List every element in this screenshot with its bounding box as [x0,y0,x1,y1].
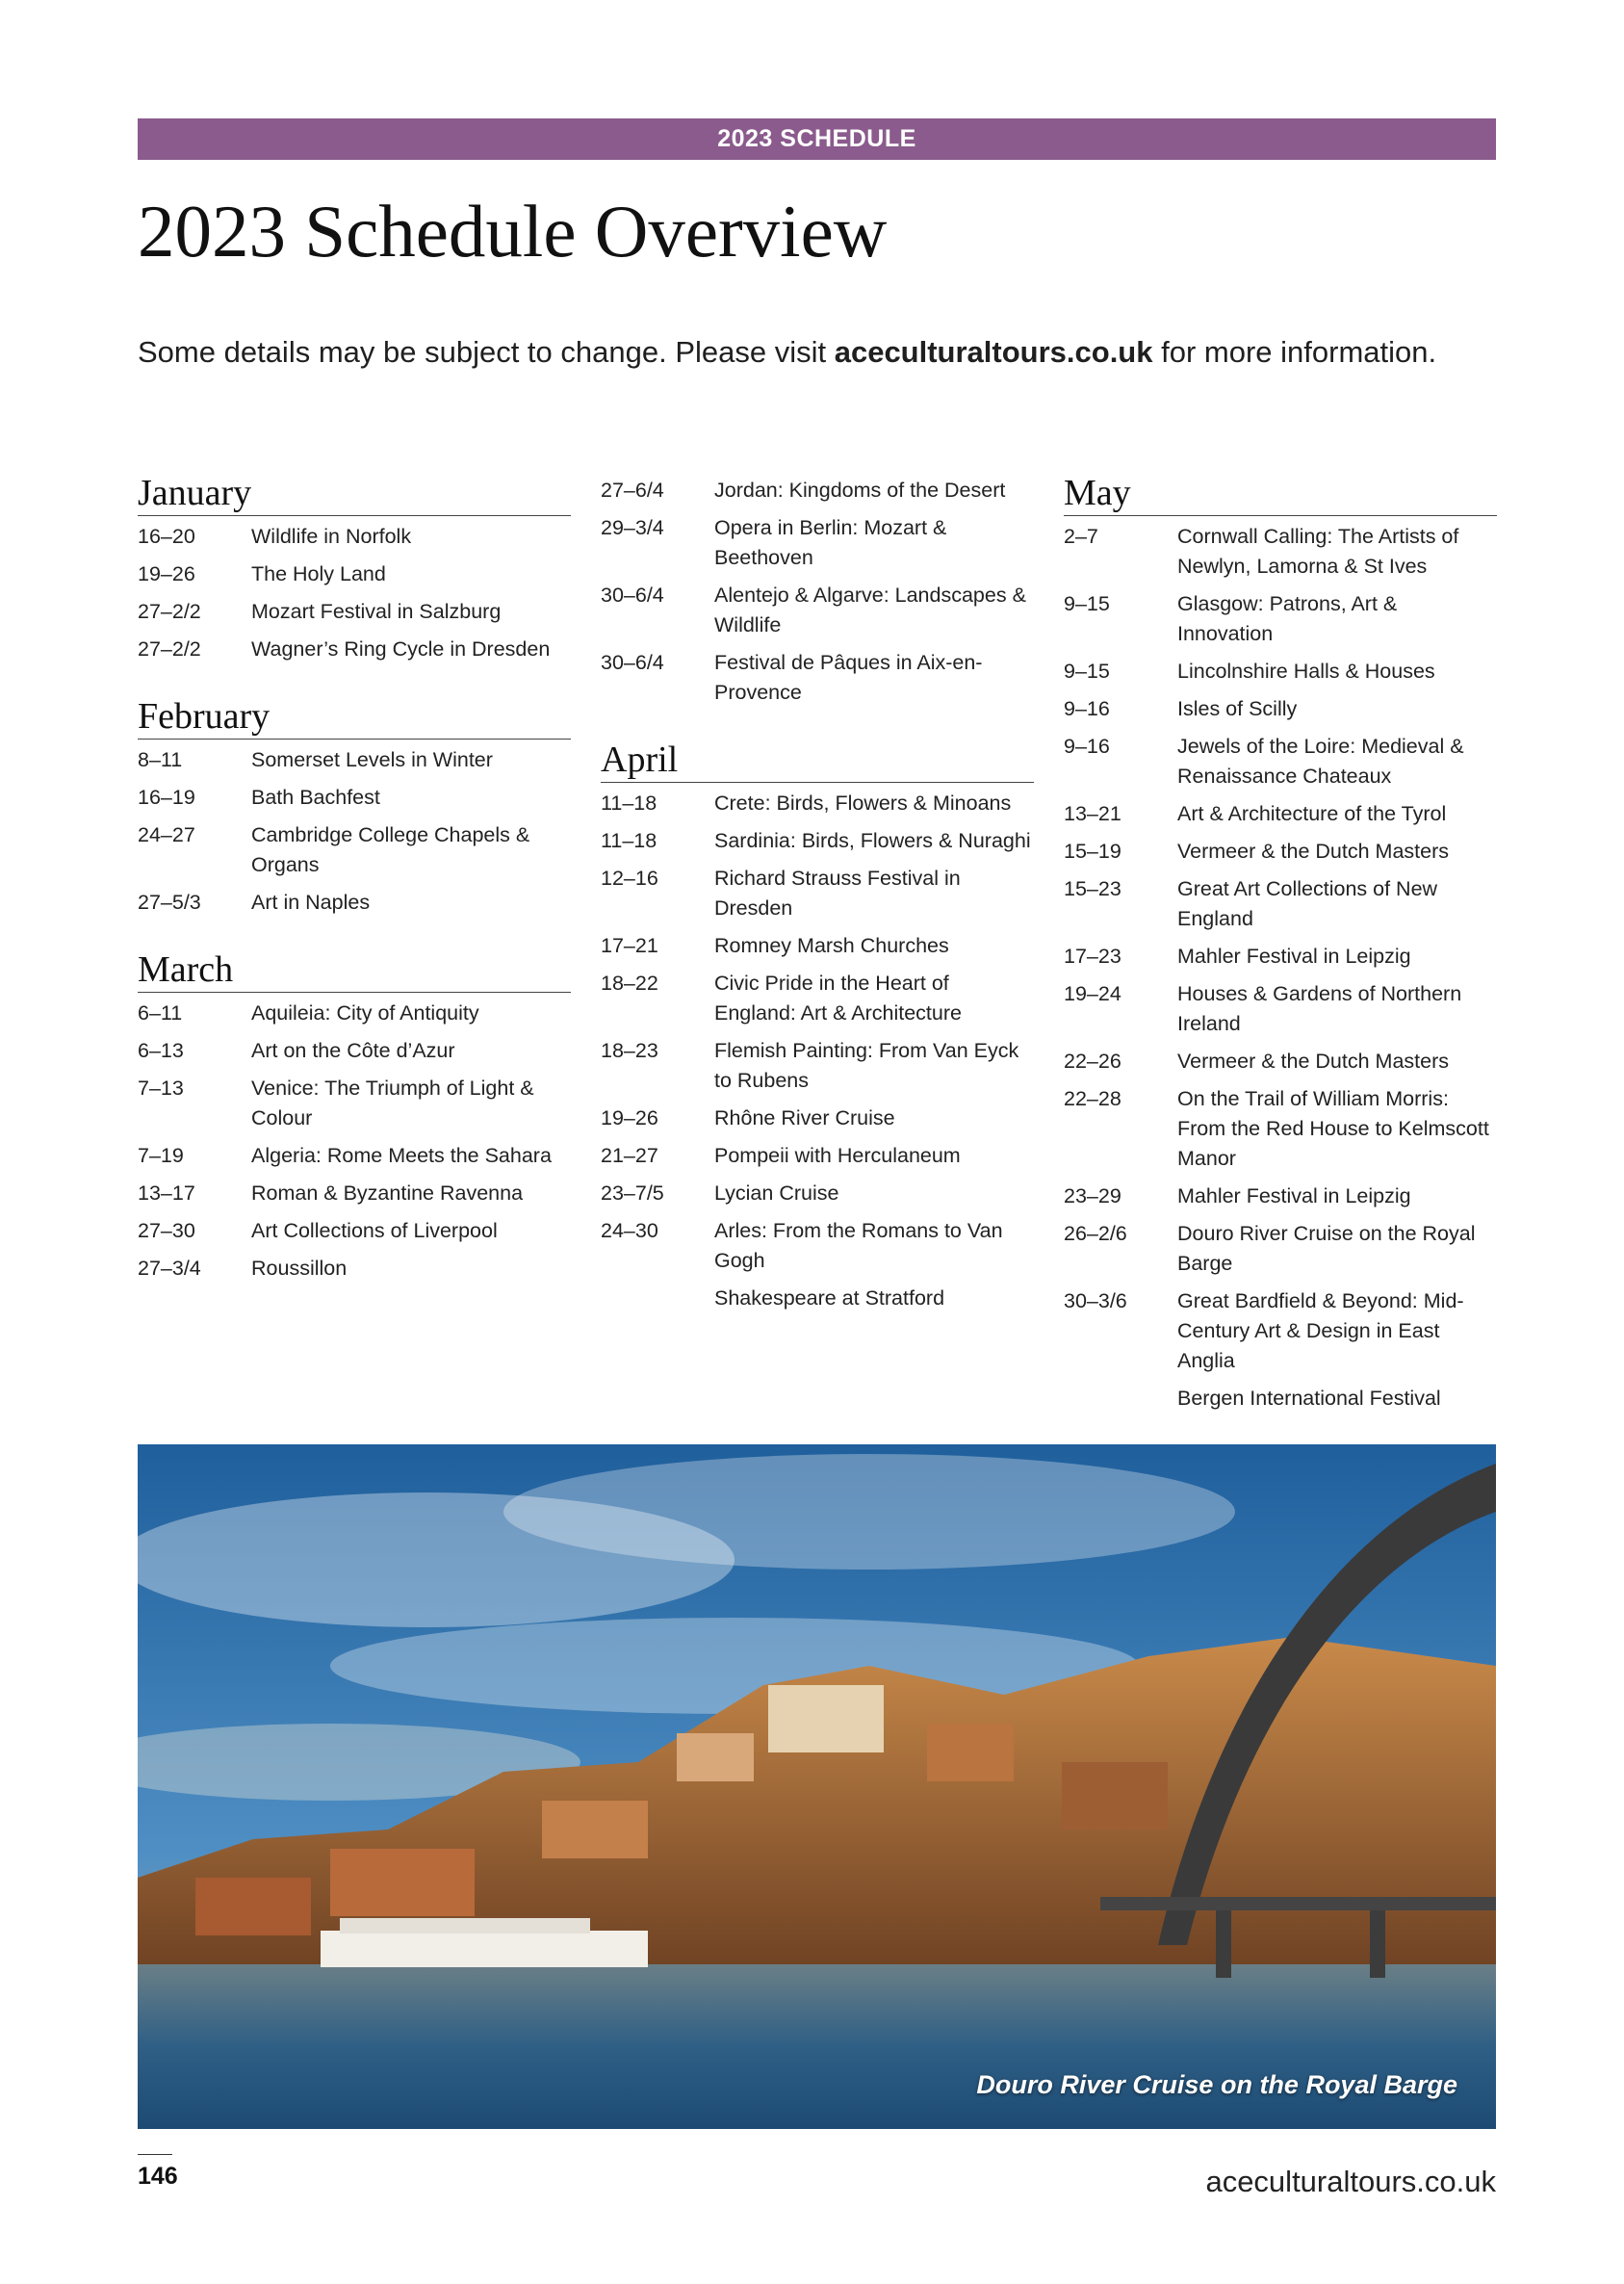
tour-name[interactable]: Alentejo & Algarve: Landscapes & Wildlife [714,584,1026,636]
schedule-entry [138,1141,571,1171]
tour-dates: 16–20 [138,525,195,548]
tour-name[interactable]: Bergen International Festival [1177,1387,1441,1410]
schedule-entry [1064,694,1497,724]
tour-dates: 22–26 [1064,1050,1121,1073]
tour-dates: 6–11 [138,1001,183,1025]
tour-name[interactable]: Festival de Pâques in Aix-en-Provence [714,651,983,704]
tour-dates: 30–3/6 [1064,1289,1127,1312]
tour-dates: 16–19 [138,786,195,809]
tour-dates: 18–22 [601,972,658,995]
tour-name[interactable]: Opera in Berlin: Mozart & Beethoven [714,516,947,569]
schedule-entry [1064,837,1497,867]
tour-name[interactable]: Wagner’s Ring Cycle in Dresden [251,637,551,661]
tour-dates: 17–21 [601,934,658,957]
tour-name[interactable]: Mahler Festival in Leipzig [1177,1184,1411,1207]
schedule-entry [1064,1384,1497,1414]
tour-dates: 23–29 [1064,1184,1121,1207]
tour-name[interactable]: Roman & Byzantine Ravenna [251,1181,524,1205]
schedule-entry [601,969,1034,1028]
tour-dates: 27–3/4 [138,1257,201,1280]
tour-name[interactable]: Venice: The Triumph of Light & Colour [251,1077,534,1129]
month-heading: January [138,472,571,516]
tour-dates: 24–27 [138,823,195,846]
tour-dates: 19–24 [1064,982,1121,1005]
tour-dates: 27–2/2 [138,600,201,623]
tour-dates: 6–13 [138,1039,184,1062]
schedule-entry [1064,1084,1497,1174]
tour-dates: 29–3/4 [601,516,664,539]
tour-name[interactable]: Cambridge College Chapels & Organs [251,823,530,876]
schedule-entry [601,1103,1034,1133]
tour-name[interactable]: Houses & Gardens of Northern Ireland [1177,982,1462,1035]
tour-name[interactable]: Sardinia: Birds, Flowers & Nuraghi [714,829,1031,852]
tour-dates: 13–21 [1064,802,1121,825]
tour-dates: 23–7/5 [601,1181,664,1205]
tour-dates: 27–2/2 [138,637,201,661]
schedule-entry [1064,522,1497,582]
tour-dates: 13–17 [138,1181,195,1205]
tour-name[interactable]: Art on the Côte d’Azur [251,1039,455,1062]
tour-name[interactable]: Great Art Collections of New England [1177,877,1438,930]
tour-name[interactable]: Flemish Painting: From Van Eyck to Rubens [714,1039,1019,1092]
schedule-entry [601,1284,1034,1313]
schedule-column-3 [1064,472,1497,1421]
tour-dates: 9–15 [1064,592,1110,615]
schedule-entry [138,597,571,627]
section-banner: 2023 SCHEDULE [138,118,1496,160]
tour-dates [1064,1384,1177,1414]
tour-name[interactable]: Great Bardfield & Beyond: Mid-Century Art & Design in East Anglia [1177,1289,1464,1372]
tour-dates: 22–28 [1064,1087,1121,1110]
photo-caption: Douro River Cruise on the Royal Barge [976,2070,1457,2099]
tour-name[interactable]: The Holy Land [251,562,386,585]
tour-name[interactable]: Glasgow: Patrons, Art & Innovation [1177,592,1398,645]
schedule-entry [138,1036,571,1066]
schedule-entry [138,820,571,880]
month-heading: April [601,739,1034,783]
tour-dates: 17–23 [1064,945,1121,968]
schedule-entry [138,999,571,1028]
schedule-entry [601,513,1034,573]
schedule-entry [1064,589,1497,649]
tour-dates: 26–2/6 [1064,1222,1127,1245]
schedule-entry [1064,942,1497,972]
schedule-column-1 [138,472,571,1291]
tour-name[interactable]: Roussillon [251,1257,348,1280]
schedule-entry [601,1216,1034,1276]
schedule-entry [1064,732,1497,792]
page-number: 146 [138,2163,178,2190]
tour-name[interactable]: Isles of Scilly [1177,697,1298,720]
schedule-entry [138,1074,571,1133]
tour-name[interactable]: Aquileia: City of Antiquity [251,1001,479,1025]
tour-dates: 27–5/3 [138,891,201,914]
page-number-rule [138,2154,172,2155]
tour-dates: 9–16 [1064,697,1110,720]
month-heading: May [1064,472,1497,516]
tour-name[interactable]: Mahler Festival in Leipzig [1177,945,1411,968]
schedule-entry [138,888,571,918]
tour-name[interactable]: Crete: Birds, Flowers & Minoans [714,792,1012,815]
tour-dates: 9–15 [1064,660,1110,683]
tour-dates: 19–26 [601,1106,658,1129]
tour-name[interactable]: Art in Naples [251,891,371,914]
tour-dates: 7–19 [138,1144,184,1167]
tour-name[interactable]: Art Collections of Liverpool [251,1219,498,1242]
tour-name[interactable]: Jordan: Kingdoms of the Desert [714,479,1006,502]
schedule-entry [601,864,1034,923]
schedule-entry [1064,657,1497,687]
schedule-entry [601,476,1034,506]
footer-website-link[interactable]: aceculturaltours.co.uk [1205,2165,1496,2198]
schedule-entry [138,745,571,775]
schedule-entry [601,1141,1034,1171]
tour-dates: 11–18 [601,792,657,815]
schedule-entry [601,1179,1034,1208]
schedule-column-2 [601,476,1034,1321]
tour-name[interactable]: Douro River Cruise on the Royal Barge [1177,1222,1476,1275]
tour-dates [601,1284,714,1313]
schedule-entry [1064,874,1497,934]
tour-dates: 8–11 [138,748,183,771]
intro-text [138,331,1436,374]
schedule-entry [1064,1047,1497,1077]
tour-dates: 21–27 [601,1144,658,1167]
tour-name[interactable]: On the Trail of William Morris: From the Red House to Kelmscott Manor [1177,1087,1489,1170]
schedule-entry [138,1254,571,1284]
tour-name[interactable]: Somerset Levels in Winter [251,748,493,771]
tour-dates: 30–6/4 [601,584,664,607]
tour-name[interactable]: Arles: From the Romans to Van Gogh [714,1219,1003,1272]
intro-text-start: Some details may be subject to change. Please visit [138,335,835,369]
schedule-entry [1064,799,1497,829]
schedule-entry [138,635,571,664]
tour-name[interactable]: Bath Bachfest [251,786,380,809]
tour-name[interactable]: Wildlife in Norfolk [251,525,412,548]
schedule-entry [601,789,1034,818]
schedule-entry [601,931,1034,961]
schedule-entry [138,522,571,552]
schedule-entry [138,783,571,813]
tour-dates: 18–23 [601,1039,658,1062]
tour-name[interactable]: Richard Strauss Festival in Dresden [714,867,961,920]
tour-name[interactable]: Pompeii with Herculaneum [714,1144,961,1167]
schedule-entry [138,1179,571,1208]
tour-dates: 30–6/4 [601,651,664,674]
tour-dates: 11–18 [601,829,657,852]
month-heading: March [138,948,571,993]
tour-name[interactable]: Vermeer & the Dutch Masters [1177,840,1449,863]
tour-dates: 12–16 [601,867,658,890]
tour-name[interactable]: Civic Pride in the Heart of England: Art & Architecture [714,972,962,1025]
tour-name[interactable]: Mozart Festival in Salzburg [251,600,502,623]
schedule-entry [1064,1219,1497,1279]
tour-name[interactable]: Vermeer & the Dutch Masters [1177,1050,1449,1073]
schedule-entry [601,648,1034,708]
tour-name[interactable]: Rhône River Cruise [714,1106,895,1129]
schedule-entry [1064,979,1497,1039]
tour-name[interactable]: Lycian Cruise [714,1181,839,1205]
intro-text-end: for more information. [1152,335,1437,369]
schedule-entry [601,1036,1034,1096]
schedule-entry [1064,1181,1497,1211]
tour-dates: 7–13 [138,1077,184,1100]
photo-illustration [138,1444,1496,2129]
tour-name[interactable]: Algeria: Rome Meets the Sahara [251,1144,552,1167]
tour-name[interactable]: Art & Architecture of the Tyrol [1177,802,1447,825]
schedule-entry [601,826,1034,856]
tour-dates: 2–7 [1064,525,1098,548]
tour-dates: 24–30 [601,1219,658,1242]
schedule-entry [138,1216,571,1246]
schedule-entry [601,581,1034,640]
tour-name[interactable]: Jewels of the Loire: Medieval & Renaissance Chateaux [1177,735,1464,788]
tour-dates: 19–26 [138,562,195,585]
schedule-entry [138,559,571,589]
page-title: 2023 Schedule Overview [138,190,888,273]
tour-dates: 15–19 [1064,840,1121,863]
month-heading: February [138,695,571,740]
tour-dates: 9–16 [1064,735,1110,758]
tour-name[interactable]: Romney Marsh Churches [714,934,949,957]
tour-name[interactable]: Lincolnshire Halls & Houses [1177,660,1435,683]
schedule-entry [1064,1286,1497,1376]
tour-name[interactable]: Shakespeare at Stratford [714,1286,945,1310]
porto-douro-photo [138,1444,1496,2129]
website-link[interactable]: aceculturaltours.co.uk [834,335,1153,369]
tour-dates: 15–23 [1064,877,1121,900]
tour-name[interactable]: Cornwall Calling: The Artists of Newlyn, Lamorna & St Ives [1177,525,1459,578]
tour-dates: 27–30 [138,1219,195,1242]
tour-dates: 27–6/4 [601,479,664,502]
